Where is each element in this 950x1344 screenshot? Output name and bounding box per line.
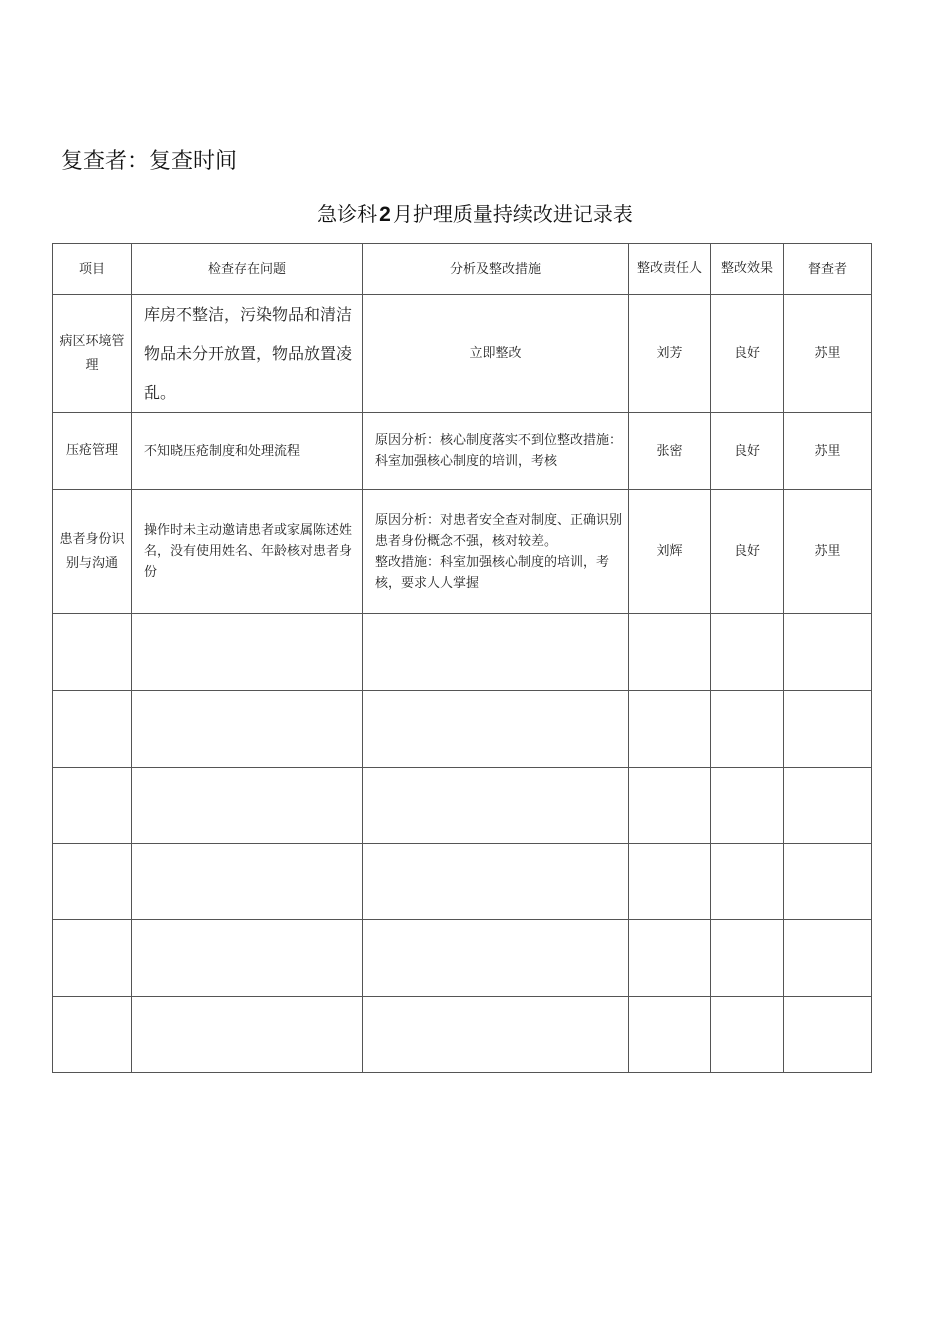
- empty-row: [53, 997, 872, 1073]
- empty-cell: [629, 768, 711, 844]
- empty-cell: [363, 920, 629, 997]
- empty-cell: [53, 614, 132, 691]
- empty-cell: [711, 997, 784, 1073]
- column-header: 分析及整改措施: [363, 244, 629, 295]
- empty-cell: [711, 691, 784, 768]
- empty-cell: [784, 691, 872, 768]
- supervisor-cell: 苏里: [784, 295, 872, 413]
- effect-cell: 良好: [711, 490, 784, 614]
- problem-cell: 库房不整洁，污染物品和清洁物品未分开放置，物品放置凌乱。: [132, 295, 363, 413]
- empty-cell: [132, 614, 363, 691]
- empty-cell: [132, 691, 363, 768]
- effect-cell: 良好: [711, 413, 784, 490]
- category-cell: 病区环境管理: [53, 295, 132, 413]
- table-row: [53, 413, 872, 490]
- title-month: 2: [379, 203, 391, 226]
- empty-cell: [132, 768, 363, 844]
- empty-cell: [784, 768, 872, 844]
- column-header: 整改效果: [711, 244, 784, 295]
- table-row: [53, 295, 872, 413]
- responsible-cell: 刘辉: [629, 490, 711, 614]
- empty-cell: [711, 768, 784, 844]
- empty-cell: [53, 997, 132, 1073]
- empty-row: [53, 920, 872, 997]
- improvement-record-table: [52, 243, 872, 1073]
- empty-row: [53, 768, 872, 844]
- empty-cell: [629, 614, 711, 691]
- empty-cell: [53, 768, 132, 844]
- problem-cell: 操作时未主动邀请患者或家属陈述姓名，没有使用姓名、年龄核对患者身份: [132, 490, 363, 614]
- empty-cell: [629, 844, 711, 920]
- empty-cell: [363, 691, 629, 768]
- empty-cell: [363, 614, 629, 691]
- empty-cell: [711, 844, 784, 920]
- column-header: 项目: [53, 244, 132, 295]
- measures-action: 整改措施：科室加强核心制度的培训，考核，要求人人掌握: [375, 554, 610, 591]
- empty-cell: [53, 691, 132, 768]
- supervisor-cell: 苏里: [784, 490, 872, 614]
- column-header: 检查存在问题: [132, 244, 363, 295]
- title-prefix: 急诊科: [317, 202, 378, 226]
- title-suffix: 月护理质量持续改进记录表: [392, 202, 633, 226]
- empty-cell: [711, 920, 784, 997]
- column-header: 整改责任人: [629, 244, 711, 295]
- empty-row: [53, 614, 872, 691]
- empty-cell: [784, 997, 872, 1073]
- empty-cell: [711, 614, 784, 691]
- measures-cell: [363, 490, 629, 614]
- empty-cell: [53, 920, 132, 997]
- problem-cell: 不知晓压疮制度和处理流程: [132, 413, 363, 490]
- empty-cell: [784, 614, 872, 691]
- empty-cell: [784, 844, 872, 920]
- empty-cell: [363, 768, 629, 844]
- empty-cell: [363, 997, 629, 1073]
- empty-cell: [132, 920, 363, 997]
- responsible-cell: 张密: [629, 413, 711, 490]
- responsible-cell: 刘芳: [629, 295, 711, 413]
- category-cell: 压疮管理: [53, 413, 132, 490]
- document-title: [0, 198, 950, 231]
- column-header: 督查者: [784, 244, 872, 295]
- empty-cell: [53, 844, 132, 920]
- empty-cell: [629, 691, 711, 768]
- empty-row: [53, 691, 872, 768]
- empty-cell: [629, 920, 711, 997]
- empty-cell: [784, 920, 872, 997]
- empty-row: [53, 844, 872, 920]
- measures-analysis: 原因分析：对患者安全查对制度、正确识别患者身份概念不强，核对较差。: [375, 512, 623, 549]
- empty-cell: [363, 844, 629, 920]
- reviewer-line: 复查者：复查时间: [61, 149, 238, 174]
- effect-cell: 良好: [711, 295, 784, 413]
- category-cell: 患者身份识别与沟通: [53, 490, 132, 614]
- measures-cell: 原因分析：核心制度落实不到位整改措施：科室加强核心制度的培训，考核: [363, 413, 629, 490]
- supervisor-cell: 苏里: [784, 413, 872, 490]
- table-header-row: [53, 244, 872, 295]
- empty-cell: [629, 997, 711, 1073]
- empty-cell: [132, 844, 363, 920]
- empty-cell: [132, 997, 363, 1073]
- measures-cell: 立即整改: [363, 295, 629, 413]
- table-row: [53, 490, 872, 614]
